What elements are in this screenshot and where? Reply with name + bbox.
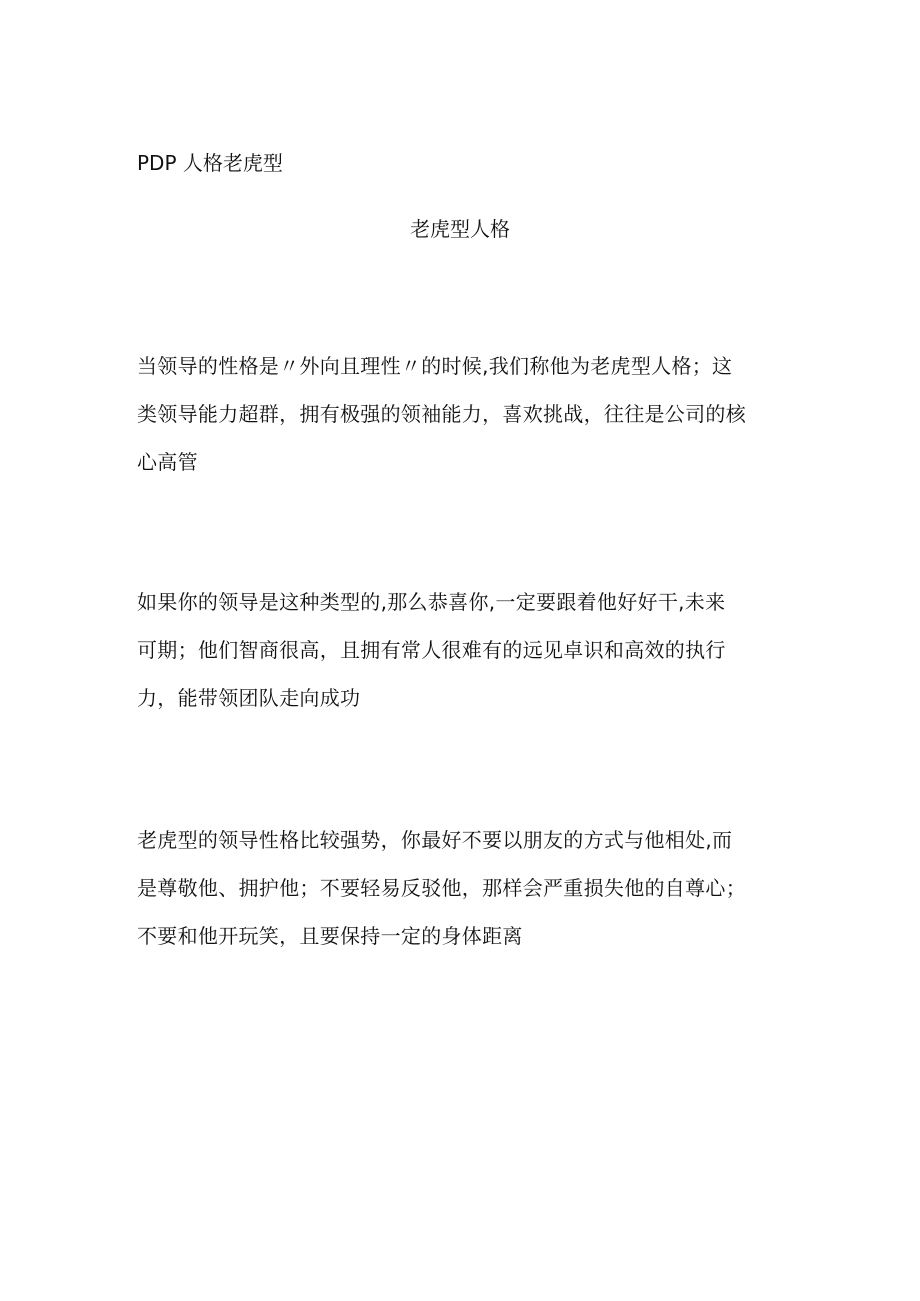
paragraph-line: 力，能带领团队走向成功	[137, 686, 361, 710]
paragraph	[137, 578, 797, 722]
paragraph-line: 不要和他开玩笑，且要保持一定的身体距离	[137, 924, 523, 948]
document-title: 老虎型人格	[410, 217, 510, 241]
paragraph	[137, 816, 797, 960]
paragraph-line: 可期；他们智商很高，且拥有常人很难有的远见卓识和高效的执行	[137, 638, 726, 662]
paragraph-line: 如果你的领导是这种类型的,那么恭喜你,一定要跟着他好好干,未来	[137, 590, 726, 614]
paragraph-line: 类领导能力超群，拥有极强的领袖能力，喜欢挑战，往往是公司的核	[137, 402, 746, 426]
paragraph-line: 老虎型的领导性格比较强势，你最好不要以朋友的方式与他相处,而	[137, 828, 733, 852]
document-header: PDP 人格老虎型	[137, 151, 283, 175]
paragraph-line: 心高管	[137, 450, 198, 474]
paragraph-line: 当领导的性格是〃外向且理性〃的时候,我们称他为老虎型人格；这	[137, 354, 733, 378]
paragraph-line: 是尊敬他、拥护他；不要轻易反驳他，那样会严重损失他的自尊心；	[137, 876, 746, 900]
paragraph	[137, 342, 797, 486]
